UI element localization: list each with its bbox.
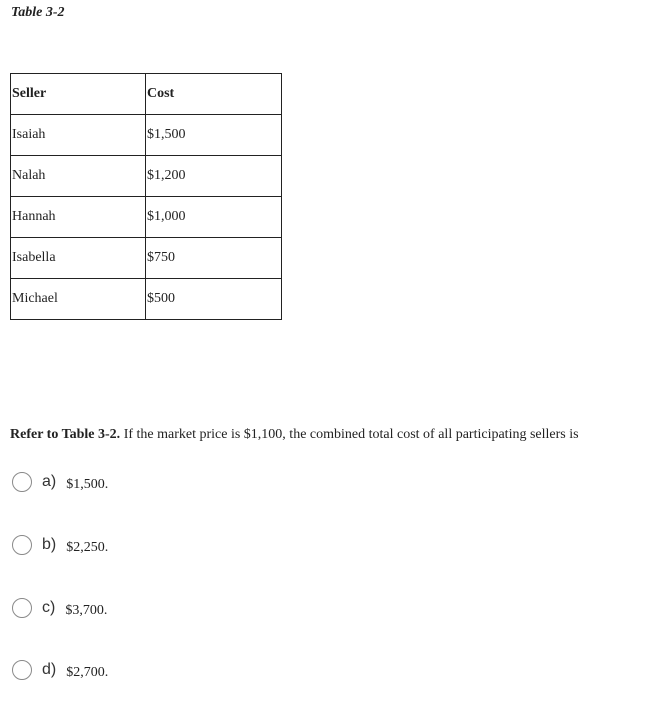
table-caption: Table 3-2: [11, 5, 65, 20]
radio-button-icon[interactable]: [12, 660, 32, 680]
cost-cell: $1,200: [146, 156, 282, 197]
option-text: $2,250.: [66, 540, 109, 555]
option-letter: c): [42, 599, 56, 616]
cost-cell: $750: [146, 238, 282, 279]
table-header-row: [11, 74, 282, 115]
seller-cell: Isabella: [11, 238, 146, 279]
table-row: [11, 115, 282, 156]
answer-option-c[interactable]: [12, 598, 107, 618]
seller-cell: Hannah: [11, 197, 146, 238]
table-row: [11, 238, 282, 279]
answer-option-a[interactable]: [12, 472, 108, 492]
cost-cell: $500: [146, 279, 282, 320]
seller-cell: Nalah: [11, 156, 146, 197]
radio-button-icon[interactable]: [12, 598, 32, 618]
option-letter: d): [42, 661, 57, 678]
answer-option-b[interactable]: [12, 535, 108, 555]
seller-cell: Isaiah: [11, 115, 146, 156]
question-body: If the market price is $1,100, the combined total cost of all participating sellers is: [120, 427, 579, 442]
seller-cost-table: [10, 73, 282, 320]
table-row: [11, 279, 282, 320]
column-header-seller: Seller: [11, 74, 146, 115]
option-text: $2,700.: [66, 665, 109, 680]
option-letter: b): [42, 536, 57, 553]
column-header-cost: Cost: [146, 74, 282, 115]
radio-button-icon[interactable]: [12, 472, 32, 492]
question-text: [10, 427, 579, 443]
option-text: $1,500.: [66, 477, 109, 492]
table-row: [11, 197, 282, 238]
table-row: [11, 156, 282, 197]
option-letter: a): [42, 473, 57, 490]
question-reference: Refer to Table 3-2.: [10, 427, 121, 442]
answer-option-d[interactable]: [12, 660, 108, 680]
cost-cell: $1,000: [146, 197, 282, 238]
option-text: $3,700.: [65, 603, 108, 618]
seller-cell: Michael: [11, 279, 146, 320]
radio-button-icon[interactable]: [12, 535, 32, 555]
cost-cell: $1,500: [146, 115, 282, 156]
